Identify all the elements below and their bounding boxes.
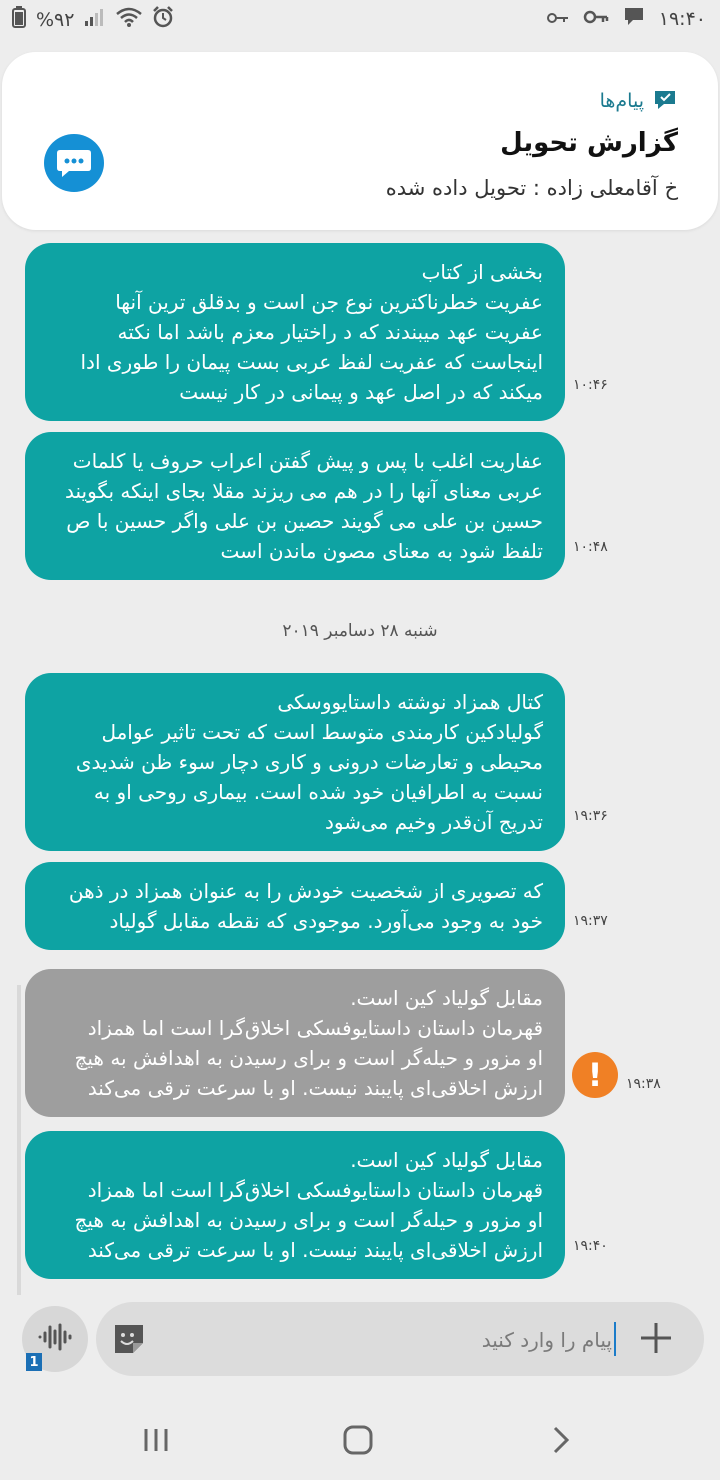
wifi-icon <box>116 7 142 32</box>
home-button[interactable] <box>338 1422 378 1462</box>
message-time: ۱۰:۴۸ <box>573 539 608 555</box>
status-right <box>547 6 706 31</box>
back-button[interactable] <box>540 1422 580 1462</box>
composer <box>0 1298 720 1382</box>
vpn-key-icon <box>583 8 609 30</box>
back-chevron-icon <box>549 1425 571 1459</box>
message-bubble[interactable]: عفاریت اغلب با پس و پیش گفتن اعراب حروف یا کلمات عربی معنای آنها را در هم می ریزند مقلا بجای اینکه بگویند حسین بن علی می گویند حصین بن علی واگر حسین با ص تلفظ شود به معنای مصون ماندن است <box>25 432 565 580</box>
message-notification-icon <box>623 6 645 31</box>
message-bubble[interactable]: بخشی از کتاب عفریت خطرناکترین نوع جن است و بدقلق ترین آنها عفریت عهد میبندند که د راختیار معزم باشد اما نکته اینجاست که عفریت لفظ عربی بست پیمان را طوری ادا میکند که در اصل عهد و پیمانی در کار نیست <box>25 243 565 421</box>
message-time: ۱۹:۴۰ <box>573 1238 608 1254</box>
navigation-bar <box>0 1400 720 1480</box>
message-bubble[interactable]: کتال همزاد نوشته داستایووسکی گولیادکین کارمندی متوسط است که تحت تاثیر عوامل محیطی و تعارضات درونی و کاری دچار سوء ظن شدیدی نسبت به اطرافیان خود شده است. بیماری روحی او به تدریج آن‌قدر وخیم می‌شود <box>25 673 565 851</box>
sim-badge: 1 <box>26 1353 42 1371</box>
sticker-icon[interactable] <box>112 1322 146 1356</box>
notification-app-header <box>600 88 678 114</box>
delivery-report-notification[interactable] <box>2 52 718 230</box>
message-input[interactable] <box>210 1320 614 1360</box>
message-time: ۱۰:۴۶ <box>573 377 608 393</box>
status-time: ۱۹:۴۰ <box>658 7 706 30</box>
messages-app-icon <box>652 88 678 114</box>
voice-wave-icon <box>37 1322 73 1356</box>
recents-icon <box>141 1427 171 1457</box>
key-icon <box>547 8 569 30</box>
notification-app-name: پیام‌ها <box>599 90 644 112</box>
alarm-icon <box>152 6 174 33</box>
send-failed-icon[interactable]: ! <box>572 1052 618 1098</box>
message-time: ۱۹:۳۶ <box>573 808 608 824</box>
message-time: ۱۹:۳۸ <box>626 1076 661 1092</box>
home-icon <box>342 1424 374 1460</box>
add-attachment-icon[interactable] <box>638 1320 674 1356</box>
notification-subtitle: خ آقامعلی زاده : تحویل داده شده <box>385 176 678 200</box>
recent-apps-button[interactable] <box>136 1422 176 1462</box>
selection-thread-line <box>17 985 21 1295</box>
battery-percent: %۹۲ <box>36 8 75 31</box>
message-bubble[interactable]: که تصویری از شخصیت خودش را به عنوان همزاد در ذهن خود به وجود می‌آورد. موجودی که نقطه مقابل گولیاد <box>25 862 565 950</box>
message-input-container <box>96 1302 704 1376</box>
message-bubble[interactable]: مقابل گولیاد کین است. قهرمان داستان داستایوفسکی اخلاق‌گرا است اما همزاد او مزور و حیله‌گر است و برای رسیدن به اهدافش به هیچ ارزش اخلاقی‌ای پایبند نیست. او با سرعت ترقی می‌کند <box>25 1131 565 1279</box>
battery-icon <box>12 6 26 33</box>
notification-title: گزارش تحویل <box>500 128 678 158</box>
status-bar <box>0 0 720 40</box>
text-cursor <box>614 1322 616 1356</box>
chat-bubble-icon <box>44 134 104 192</box>
message-time: ۱۹:۳۷ <box>573 913 608 929</box>
status-left <box>12 6 174 33</box>
date-separator: شنبه ۲۸ دسامبر ۲۰۱۹ <box>282 621 438 641</box>
failed-message-bubble[interactable]: مقابل گولیاد کین است. قهرمان داستان داستایوفسکی اخلاق‌گرا است اما همزاد او مزور و حیله‌گر است و برای رسیدن به اهدافش به هیچ ارزش اخلاقی‌ای پایبند نیست. او با سرعت ترقی می‌کند <box>25 969 565 1117</box>
signal-icon <box>84 7 106 32</box>
